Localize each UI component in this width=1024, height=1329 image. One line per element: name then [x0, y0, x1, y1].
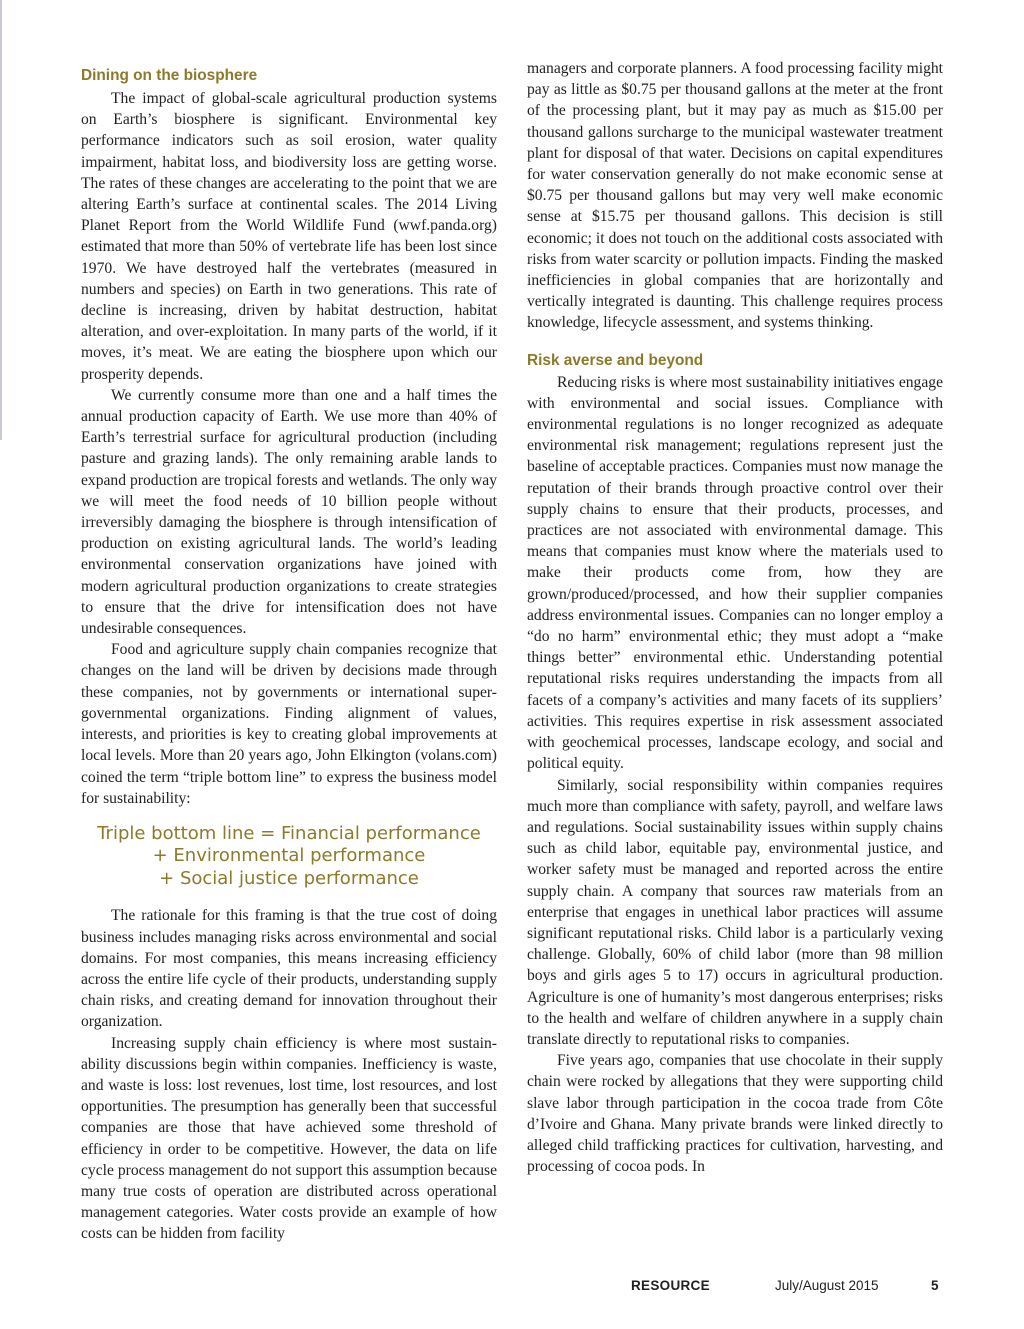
page-footer: [0, 1276, 1024, 1298]
triple-bottom-line-formula: [81, 823, 497, 891]
left-edge-rule: [0, 0, 2, 440]
publication-name: RESOURCE: [631, 1278, 710, 1293]
section-heading-risk-averse: Risk averse and beyond: [527, 351, 704, 369]
body-paragraph: Similarly, social responsibility within companies requires much more than compliance with safety, payroll, and welfare laws and regulations. Social sustainability issues within supply chains such as child labor, equitable pay, environmental justice, and worker safety must be managed and reported across the entire supply chain. A company that sources raw materials from an enterprise that engages in unethical labor practices will assume significant reputational risks. Child labor is a particularly vexing challenge. Globally, 60% of child labor (more than 98 million boys and girls ages 5 to 17) occurs in agricultural production. Agriculture is one of humanity’s most dangerous enterprises; risks to the health and welfare of children anywhere in a supply chain translate directly to reputational risks to companies.: [527, 776, 943, 1048]
body-paragraph: Increasing supply chain efficiency is where most sustainability discussions begin within companies. Inefficiency is waste, and waste is loss: lost revenues, lost time, lost resources, and lost opportunities. The presumption has generally been that successful companies are those that have achieved some threshold of efficiency in order to be competitive. However, the data on life cycle process management do not support this assumption because many true costs of operation are distributed across operational management categories. Water costs provide an example of how costs can be hidden from facility: [81, 1034, 497, 1243]
body-paragraph: Reducing risks is where most sustainability initiatives engage with environmental and social issues. Compliance with environmental regulations is no longer recognized as adequate environmental risk management; regulations represent just the baseline of acceptable practices. Companies must now manage the reputation of their brands through proactive control over their supply chains to ensure that their products, processes, and practices are not associated with environmental damage. This means that companies must know where the materials used to make their products come from, how they are grown/produced/processed, and how their supplier companies address environmental issues. Companies can no longer employ a “do no harm” environmental ethic; they must adopt a “make things better” environmental ethic. Understanding potential reputational risks requires understanding the impacts from all facets of a company’s activities and many facets of its suppliers’ activities. This requires expertise in risk assessment associated with geochemical processes, landscape ecology, and social and political equity.: [527, 373, 943, 773]
left-column: [81, 58, 497, 1245]
issue-date: July/August 2015: [775, 1278, 879, 1293]
page-number: 5: [931, 1278, 939, 1293]
body-paragraph: Food and agriculture supply chain companies recognize that changes on the land will be driven by decisions made through these companies, not by governments or international super-governmental organizations. Finding alignment of values, interests, and priorities is key to creating global improvements at local levels. More than 20 years ago, John Elkington (volans.com) coined the term “triple bottom line” to express the business model for sustainability:: [81, 641, 497, 807]
body-paragraph: The rationale for this framing is that the true cost of doing business includes managing risks across environmental and social domains. For most companies, this means increasing efficiency across the entire life cycle of their products, understanding supply chain risks, and creating demand for innovation throughout their organization.: [81, 907, 497, 1031]
formula-line: + Environmental performance: [152, 845, 426, 867]
section-heading-dining: Dining on the biosphere: [81, 67, 258, 84]
formula-line: Triple bottom line = Financial performance: [97, 822, 481, 844]
body-paragraph: The impact of global-scale agricultural production systems on Earth’s biosphere is significant. Environmental key performance indicators such as soil erosion, water quality impairment, habitat loss, and biodiversity loss are getting worse. The rates of these changes are accelerating to the point that we are altering Earth’s surface at continental scales. The 2014 Living Planet Report from the World Wildlife Fund (wwf.panda.org) estimated that more than 50% of vertebrate life has been lost since 1970. We have destroyed half the vertebrates (measured in numbers and species) on Earth in two generations. This rate of decline is increasing, driven by habitat destruction, habitat alteration, and over-exploitation. In many parts of the world, if it moves, it’s meat. We are eating the biosphere upon which our prosperity depends.: [81, 90, 497, 383]
body-paragraph: Five years ago, companies that use chocolate in their supply chain were rocked by allegations that they were supporting child slave labor through participation in the cocoa trade from Côte d’Ivoire and Ghana. Many private brands were linked directly to alleged child trafficking practices for cultivation, harvesting, and processing of cocoa pods. In: [527, 1052, 943, 1176]
body-paragraph: We currently consume more than one and a half times the annual production capacity of Earth. We use more than 40% of Earth’s terrestrial surface for agricultural production (including pasture and grazing lands). The only remaining arable lands to expand production are tropical forests and wetlands. The only way we will meet the food needs of 10 billion people without irreversibly damaging the biosphere is through intensification of production on existing agricultural lands. The world’s leading environmental conservation organizations have joined with modern agricultural production organizations to create strategies to ensure that the drive for intensification does not have undesirable consequences.: [81, 386, 497, 638]
right-column: [527, 58, 943, 1177]
formula-line: + Social justice performance: [159, 867, 419, 889]
continued-paragraph: managers and corporate planners. A food processing facility might pay as little as $0.75 per thousand gallons at the meter at the front of the processing plant, but it may pay as much as $15.00 per thousand gallons surcharge to the municipal wastewater treatment plant for disposal of that water. Decisions on capital expenditures for water conservation generally do not make economic sense at $0.75 per thousand gallons but may very well make economic sense at $15.75 per thousand gallons. This decision is still economic; it does not touch on the additional costs associated with risks from water scarcity or pollution impacts. Finding the masked inefficiencies in global companies that are horizontally and vertically integrated is daunting. This challenge requires process knowledge, lifecycle assessment, and systems thinking.: [527, 60, 943, 332]
